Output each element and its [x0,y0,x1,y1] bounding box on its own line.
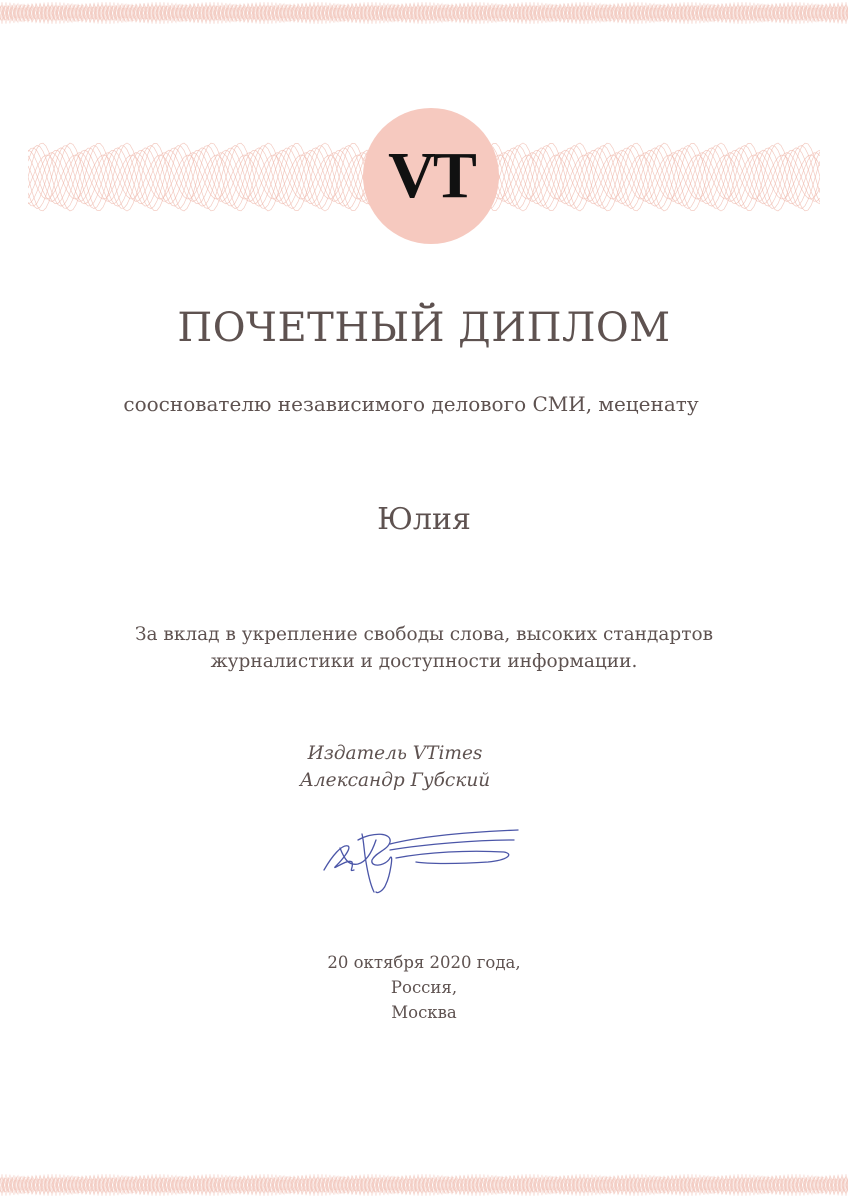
top-guilloche-border [0,0,848,26]
handwritten-signature [318,822,522,900]
vt-logo: VT [388,139,474,212]
award-reason-line-1: За вклад в укрепление свободы слова, высоких стандартов [134,624,714,645]
issue-country: Россия, [390,978,458,997]
signer-name: Александр Губский [299,770,491,791]
recipient-name: Юлия [377,502,471,537]
issue-date: 20 октября 2020 года, [327,953,521,972]
signer-title: Издатель VTimes [307,743,483,764]
issue-info [0,950,848,1025]
diploma-subtitle: сооснователю независимого делового СМИ, меценату [123,392,699,416]
issue-city: Москва [391,1003,457,1022]
award-reason-line-2: журналистики и доступности информации. [210,651,638,672]
bottom-guilloche-border [0,1172,848,1198]
award-reason [0,621,848,675]
signer-block [210,740,580,794]
diploma-title: ПОЧЕТНЫЙ ДИПЛОМ [177,305,671,351]
